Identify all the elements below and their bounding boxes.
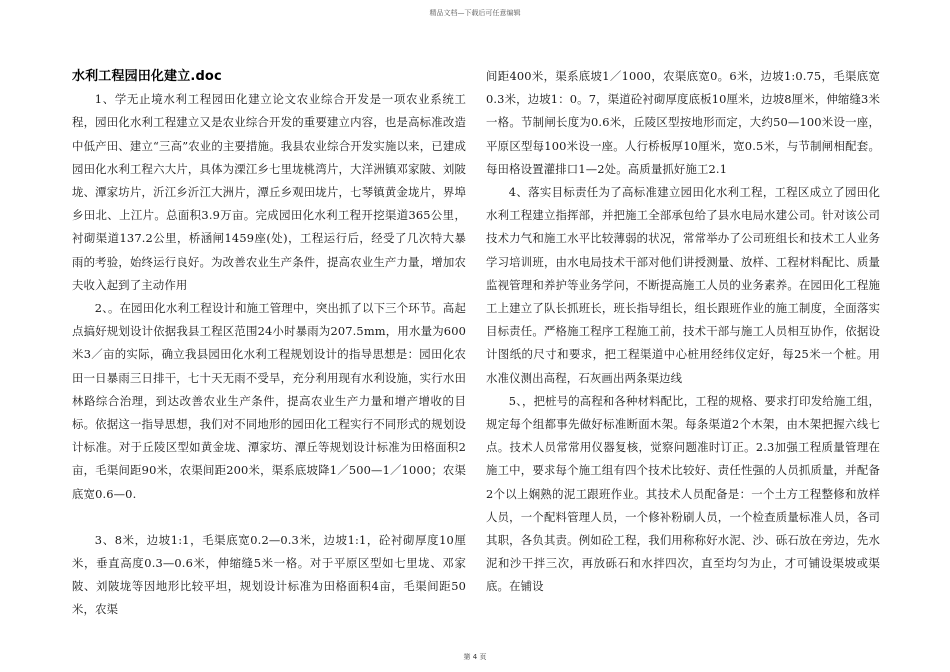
left-column [72, 65, 466, 622]
paragraph-3: 3、8米，边坡1:1，毛渠底宽0.2—0.3米，边坡1:1，砼衬砌厚度10厘米，垂直高度0.3—0.6米，伸缩缝5米一格。对于平原区型如七里垅、邓家陂、刘陂垅等因地形比较平坦，规划设计标准为田格面积4亩，毛渠间距50米，农渠 [72, 532, 466, 617]
page-header: 精品文档—下载后可任意编辑 [429, 9, 521, 17]
paragraph-2: 2、。在园田化水利工程设计和施工管理中，突出抓了以下三个环节。高起点搞好规划设计依据我县工程区范围24小时暴雨为207.5mm，用水量为600米3／亩的实际，确立我县园田化水利工程规划设计的指导思想是：园田化农田一日暴雨三日排干，七十天无雨不受旱，充分利用现有水利设施，实行水田林路综合治理，到达改善农业生产条件，提高农业生产力量和增产增收的目标。依据这一指导思想，我们对不同地形的园田化工程实行不同形式的规划设计标准。对于丘陵区型如黄金垅、潭家坊、潭丘等规划设计标准为田格面积2亩，毛渠间距90米，农渠间距200米，渠系底坡降1／500—1／1000；农渠底宽0.6—0. [72, 301, 466, 501]
right-column [486, 65, 880, 599]
paragraph-1: 1、学无止境水利工程园田化建立论文农业综合开发是一项农业系统工程，园田化水利工程建立又是农业综合开发的重要建立内容，也是高标准改造中低产田、建立“三高”农业的主要措施。我县农业综合开发实施以来，已建成园田化水利工程六大片，具体为溧江乡七里垅桃湾片，大洋洲镇邓家陂、刘陂垅、潭家坊片，沂江乡沂江大洲片，潭丘乡观田垅片，七琴镇黄金垅片，界埠乡田北、上江片。总面积3.9万亩。完成园田化水利工程开挖渠道365公里，衬砌渠道137.2公里，桥涵闸1459座(处)，工程运行后，经受了几次特大暴雨的考验，始终运行良好。为改善农业生产条件，提高农业生产力量，增加农夫收入起到了主动作用 [72, 92, 466, 292]
paragraph-5: 5、，把桩号的高程和各种材料配比，工程的规格、要求打印发给施工组，规定每个组都事先做好标准断面木架。每条渠道2个木架，由木架把握六线七点。技术人员常常用仪器复核，觉察问题准时订正。2.3加强工程质量管理在施工中，要求每个施工组有四个技术比较好、责任性强的人员抓质量，并配备2个以上娴熟的泥工跟班作业。其技术人员配备是：一个土方工程整修和放样人员，一个配料管理人员，一个修补粉刷人员，一个检查质量标准人员，各司其职，各负其责。例如砼工程，我们用称称好水泥、沙、砾石放在旁边，先水泥和沙干拌三次，再放砾石和水拌四次，直至均匀为止，才可铺设渠坡或渠底。在铺设 [486, 393, 880, 594]
paragraph-4: 4、落实目标责任为了高标准建立园田化水利工程，工程区成立了园田化水利工程建立指挥部，并把施工全部承包给了县水电局水建公司。针对该公司技术力气和施工水平比较薄弱的状况，常常举办了公司班组长和技术工人业务学习培训班，由水电局技术干部对他们讲授测量、放样、工程材料配比、质量监视管理和养护等业务学问，不断提高施工人员的业务素养。在园田化工程施工上建立了队长抓班长，班长指导组长，组长跟班作业的施工制度，全面落实目标责任。严格施工程序工程施工前，技术干部与施工人员相互协作，依据设计图纸的尺寸和要求，把工程渠道中心桩用经纬仪定好，每25米一个桩。用水准仪测出高程，石灰画出两条渠边线 [486, 185, 880, 385]
section-gap [72, 506, 466, 529]
page-footer: 第 4 页 [463, 653, 487, 661]
document-title: 水利工程园田化建立.doc [72, 69, 222, 84]
paragraph-3-continued: 间距400米，渠系底坡1／1000，农渠底宽0。6米，边坡1:0.75，毛渠底宽0.3米，边坡1：0。7，渠道砼衬砌厚度底板10厘米，边坡8厘米，伸缩缝3米一格。节制闸长度为0.6米，丘陵区型按地形而定，大约50—100米设一座，平原区型每100米设一座。人行桥板厚10厘米，宽0.5米，与节制闸相配套。每田格设置灌排口1—2处。高质量抓好施工2.1 [486, 69, 880, 176]
